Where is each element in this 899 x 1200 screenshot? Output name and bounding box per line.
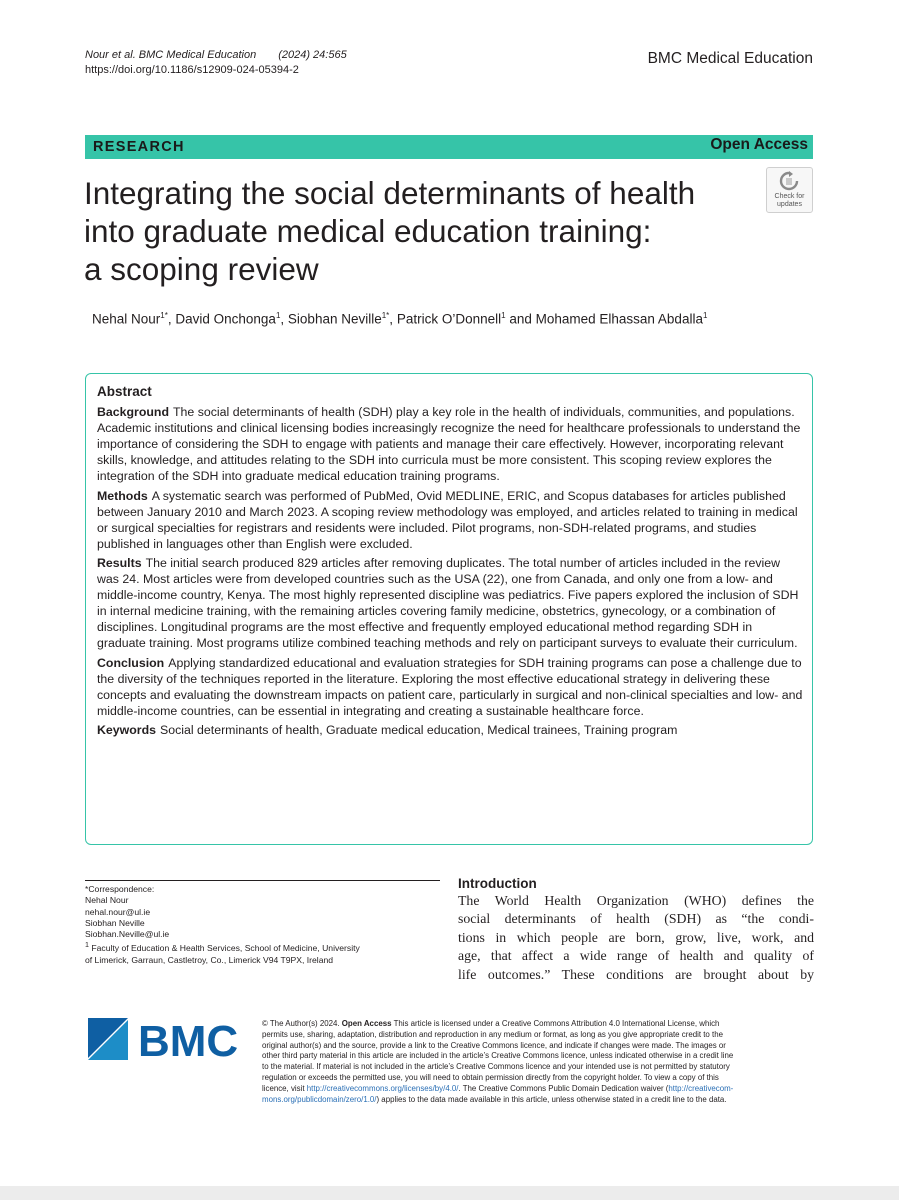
license-link[interactable]: http://creativecom- xyxy=(668,1083,734,1093)
license-segment: permits use, sharing, adaptation, distribution and reproduction in any medium or format, as long as you give appropriate credit to the xyxy=(262,1029,723,1039)
abstract-results xyxy=(97,555,803,652)
section-label: Keywords xyxy=(97,722,156,737)
license-line xyxy=(262,1019,814,1030)
doi-link[interactable]: https://doi.org/10.1186/s12909-024-05394-2 xyxy=(85,64,299,76)
bmc-logo-icon xyxy=(88,1018,248,1060)
title-line: into graduate medical education training: xyxy=(84,213,652,249)
article-type-label: RESEARCH xyxy=(93,139,185,155)
section-text: A systematic search was performed of PubMed, Ovid MEDLINE, ERIC, and Scopus databases for articles published between January 2010 and March 2023. A scoping review methodology was employed, and articles related to training in medical or surgical specialties for registrars and residents were included. Pilot programs, non-SDH-related programs, and studies published in languages other than English were excluded. xyxy=(97,488,798,551)
intro-line: tions in which people are born, grow, live, work, and xyxy=(458,929,814,945)
license-segment: original author(s) and the source, provide a link to the Creative Commons licence, and indicate if changes were made. The images or xyxy=(262,1040,726,1050)
license-line xyxy=(262,1041,814,1052)
affiliation xyxy=(85,940,435,954)
author-name: Mohamed Elhassan Abdalla xyxy=(535,311,703,327)
license-segment: regulation or exceeds the permitted use, you will need to obtain permission directly from the copyright holder. To view a copy of this xyxy=(262,1072,719,1082)
open-access-bold: Open Access xyxy=(341,1019,392,1028)
author-name: Patrick O’Donnell xyxy=(396,311,502,327)
intro-line: age, that affect a wide range of health and quality of xyxy=(458,948,814,964)
correspondence-divider xyxy=(85,880,440,881)
intro-line: life outcomes.” These conditions are brought about by xyxy=(458,966,814,982)
license-segment: This article is licensed under a Creative Commons Attribution 4.0 International License, which xyxy=(391,1019,720,1028)
abstract-methods xyxy=(97,488,803,552)
section-label: Results xyxy=(97,555,142,570)
section-text: The social determinants of health (SDH) play a key role in the health of individuals, communities, and populations. Academic institutions and clinical licensing bodies increasingly recognize the need for healthcare professionals to understand the importance of considering the SDH to engage with patients and manage their care effectively. However, incorporating relevant skills, knowledge, and attitudes relating to the SDH into curricula must be more consistent. This scoping review explores the integration of the SDH into graduate medical education training programs. xyxy=(97,405,801,484)
section-text: Applying standardized educational and evaluation strategies for SDH training programs can pose a challenge due to the diversity of the techniques reported in the literature. Exploring the most effective educational strategy in delivering these concepts and evaluating the downstream impacts on patient care, particularly in surgical and non-clinical specialties and low- and middle-income countries, can be essential in integrating and creating a sustainable healthcare force. xyxy=(97,655,803,718)
open-access-label: Open Access xyxy=(710,136,808,153)
license-segment: to the material. If material is not included in the article’s Creative Commons licence and your intended use is not permitted by statutory xyxy=(262,1062,730,1072)
bmc-logo xyxy=(88,1018,248,1060)
affiliation-line: Faculty of Education & Health Services, School of Medicine, University xyxy=(91,943,360,954)
section-label: Conclusion xyxy=(97,655,165,670)
author-separator: , xyxy=(280,311,288,327)
abstract-box xyxy=(85,373,813,845)
license-segment: other third party material in this article are included in the article’s Creative Commons licence, unless indicated otherwise in a credit line xyxy=(262,1051,734,1061)
intro-line: The World Health Organization (WHO) defines the xyxy=(458,893,814,908)
author-name: Siobhan Neville xyxy=(287,311,382,327)
license-segment: © The Author(s) 2024. xyxy=(262,1019,342,1028)
title-line: a scoping review xyxy=(84,251,319,287)
author-affiliation-sup: 1 xyxy=(275,311,281,320)
author-separator: , xyxy=(389,311,397,327)
corr-email[interactable]: nehal.nour@ul.ie xyxy=(85,906,151,917)
author-affiliation-sup: 1* xyxy=(381,311,390,320)
check-updates-icon xyxy=(778,171,800,191)
license-segment: licence, visit xyxy=(262,1083,307,1093)
corr-email[interactable]: Siobhan.Neville@ul.ie xyxy=(85,929,170,940)
viewer-bottom-bar xyxy=(0,1186,899,1200)
bmc-logo-text: BMC xyxy=(138,1018,239,1060)
author-separator: , xyxy=(167,311,176,327)
abstract-heading: Abstract xyxy=(97,384,152,399)
author-affiliation-sup: 1 xyxy=(501,311,506,320)
author-separator: and xyxy=(505,311,536,327)
section-text: Social determinants of health, Graduate medical education, Medical trainees, Training program xyxy=(160,722,678,737)
affiliation-line: of Limerick, Garraun, Castletroy, Co., Limerick V94 T9PX, Ireland xyxy=(85,954,334,965)
license-segment: ) applies to the data made available in this article, unless otherwise stated in a credit line to the data. xyxy=(376,1094,727,1104)
author-affiliation-sup: 1 xyxy=(702,311,708,320)
badge-line1: Check for xyxy=(774,193,805,200)
correspondence-label: *Correspondence: xyxy=(85,884,155,894)
year-volume: (2024) 24:565 xyxy=(278,49,347,61)
citation: Nour et al. BMC Medical Education xyxy=(85,49,257,61)
license-line xyxy=(262,1095,814,1106)
abstract-keywords xyxy=(97,722,803,738)
author-affiliation-sup: 1* xyxy=(160,311,168,320)
license-text xyxy=(262,1019,814,1105)
title-line: Integrating the social determinants of health xyxy=(84,175,696,211)
article-type-banner xyxy=(85,135,813,159)
introduction-heading: Introduction xyxy=(458,876,537,891)
license-line xyxy=(262,1073,814,1084)
license-link[interactable]: http://creativecommons.org/licenses/by/4.0/ xyxy=(306,1083,459,1093)
correspondence-block xyxy=(85,884,435,966)
corr-name: Nehal Nour xyxy=(85,895,129,906)
abstract-conclusion xyxy=(97,655,803,719)
article-title xyxy=(84,174,764,288)
section-label: Background xyxy=(97,405,170,420)
license-line xyxy=(262,1062,814,1073)
license-line xyxy=(262,1030,814,1041)
corr-name: Siobhan Neville xyxy=(85,917,145,928)
author-list xyxy=(92,311,707,327)
section-label: Methods xyxy=(97,488,148,503)
section-text: The initial search produced 829 articles after removing duplicates. The total number of articles included in the review was 24. Most articles were from developed countries such as the USA (22), one from Canada, and only one from a low- and middle-income country, Kenya. The most highly represented discipline was pediatrics. Five papers explored the inclusion of SDH in internal medicine training, with the remaining articles covering family medicine, obstetrics, gynecology, or a combination of disciplines. Longitudinal programs are the most effective and frequently employed educational method regarding SDH in graduate training. Most programs utilize combined teaching methods and rely on participant surveys to evaluate their curriculum. xyxy=(97,555,799,651)
intro-line: social determinants of health (SDH) as “the condi- xyxy=(458,911,814,927)
journal-name: BMC Medical Education xyxy=(647,50,813,67)
author-name: David Onchonga xyxy=(175,311,276,327)
author-name: Nehal Nour xyxy=(92,311,161,327)
abstract-background xyxy=(97,404,803,484)
badge-line2: updates xyxy=(777,201,802,208)
license-line xyxy=(262,1051,814,1062)
license-line xyxy=(262,1084,814,1095)
introduction-text xyxy=(458,892,814,984)
check-for-updates-badge[interactable] xyxy=(766,167,813,213)
affiliation-sup: 1 xyxy=(85,941,89,950)
license-link[interactable]: mons.org/publicdomain/zero/1.0/ xyxy=(262,1094,377,1104)
running-header xyxy=(85,48,347,78)
license-segment: . The Creative Commons Public Domain Dedication waiver ( xyxy=(458,1083,669,1093)
